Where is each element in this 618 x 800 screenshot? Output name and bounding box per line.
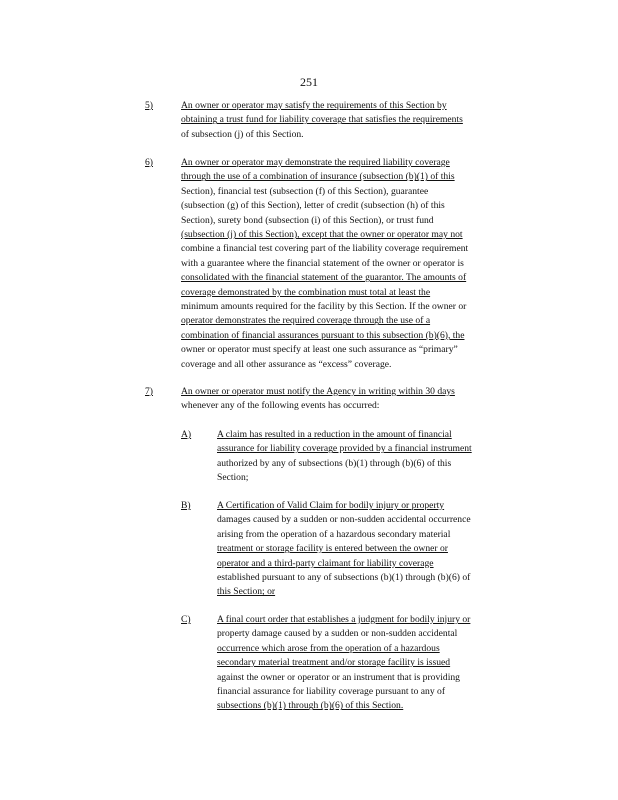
text-line: combination of financial assurances pursuant to this subsection (b)(6), the: [181, 329, 465, 341]
text-line: (subsection (j) of this Section), except that the owner or operator may not: [181, 229, 463, 241]
text-line: assurance for liability coverage provided by a financial instrument: [217, 443, 472, 455]
text-line: whenever any of the following events has occurred:: [181, 400, 380, 412]
text-line: arising from the operation of a hazardous secondary material: [217, 528, 451, 540]
text-line: operator demonstrates the required coverage through the use of a: [181, 315, 431, 327]
text-line: consolidated with the financial statement of the guarantor. The amounts of: [181, 272, 467, 284]
text-line: Section;: [217, 472, 249, 484]
subitem-label: B): [181, 500, 191, 511]
subitem-text: [217, 613, 538, 714]
text-line: owner or operator must specify at least one such assurance as “primary”: [181, 344, 458, 356]
item-text: [181, 99, 538, 142]
text-line: (subsection (g) of this Section), letter of credit (subsection (h) of this: [181, 200, 445, 212]
text-line: financial assurance for liability coverage pursuant to any of: [217, 686, 446, 698]
text-line: against the owner or operator or an instrument that is providing: [217, 671, 460, 683]
text-line: coverage and all other assurance as “excess” coverage.: [181, 358, 392, 370]
text-line: obtaining a trust fund for liability coverage that satisfies the requirements: [181, 114, 463, 126]
subitem-label: C): [181, 614, 191, 625]
text-line: through the use of a combination of insurance (subsection (b)(1) of this: [181, 171, 455, 183]
item-label: 7): [145, 386, 153, 397]
text-line: minimum amounts required for the facility by this Section. If the owner or: [181, 301, 467, 313]
subitem-text: [217, 428, 538, 486]
text-line: authorized by any of subsections (b)(1) through (b)(6) of this: [217, 457, 452, 469]
text-line: occurrence which arose from the operation of a hazardous: [217, 642, 440, 654]
text-line: damages caused by a sudden or non-sudden accidental occurrence: [217, 514, 471, 526]
text-line: established pursuant to any of subsections (b)(1) through (b)(6) of: [217, 572, 471, 584]
text-line: A Certification of Valid Claim for bodily injury or property: [217, 500, 445, 511]
text-line: An owner or operator must notify the Agency in writing within 30 days: [181, 386, 455, 397]
subitem-text: [217, 499, 538, 600]
item-label: 6): [145, 157, 153, 168]
item-label: 5): [145, 100, 153, 111]
text-line: coverage demonstrated by the combination must total at least the: [181, 286, 431, 298]
page-number: 251: [300, 75, 318, 89]
text-line: Section), financial test (subsection (f) of this Section), guarantee: [181, 185, 429, 197]
text-line: this Section; or: [217, 586, 276, 598]
text-line: operator and a third-party claimant for liability coverage: [217, 557, 434, 569]
text-line: of subsection (j) of this Section.: [181, 128, 304, 140]
text-line: property damage caused by a sudden or non-sudden accidental: [217, 628, 458, 640]
text-line: secondary material treatment and/or storage facility is issued: [217, 657, 451, 669]
text-line: An owner or operator may demonstrate the required liability coverage: [181, 157, 450, 168]
item-text: [181, 156, 538, 372]
item-text: [181, 385, 538, 414]
text-line: with a guarantee where the financial statement of the owner or operator is: [181, 257, 464, 269]
subitem-label: A): [181, 429, 192, 440]
text-line: An owner or operator may satisfy the requirements of this Section by: [181, 100, 447, 111]
text-line: combine a financial test covering part of the liability coverage requirement: [181, 243, 469, 255]
text-line: A claim has resulted in a reduction in the amount of financial: [217, 429, 452, 440]
text-line: A final court order that establishes a judgment for bodily injury or: [217, 614, 471, 625]
text-line: Section), surety bond (subsection (i) of this Section), or trust fund: [181, 214, 434, 226]
text-line: subsections (b)(1) through (b)(6) of this Section.: [217, 700, 404, 712]
text-line: treatment or storage facility is entered between the owner or: [217, 543, 448, 555]
